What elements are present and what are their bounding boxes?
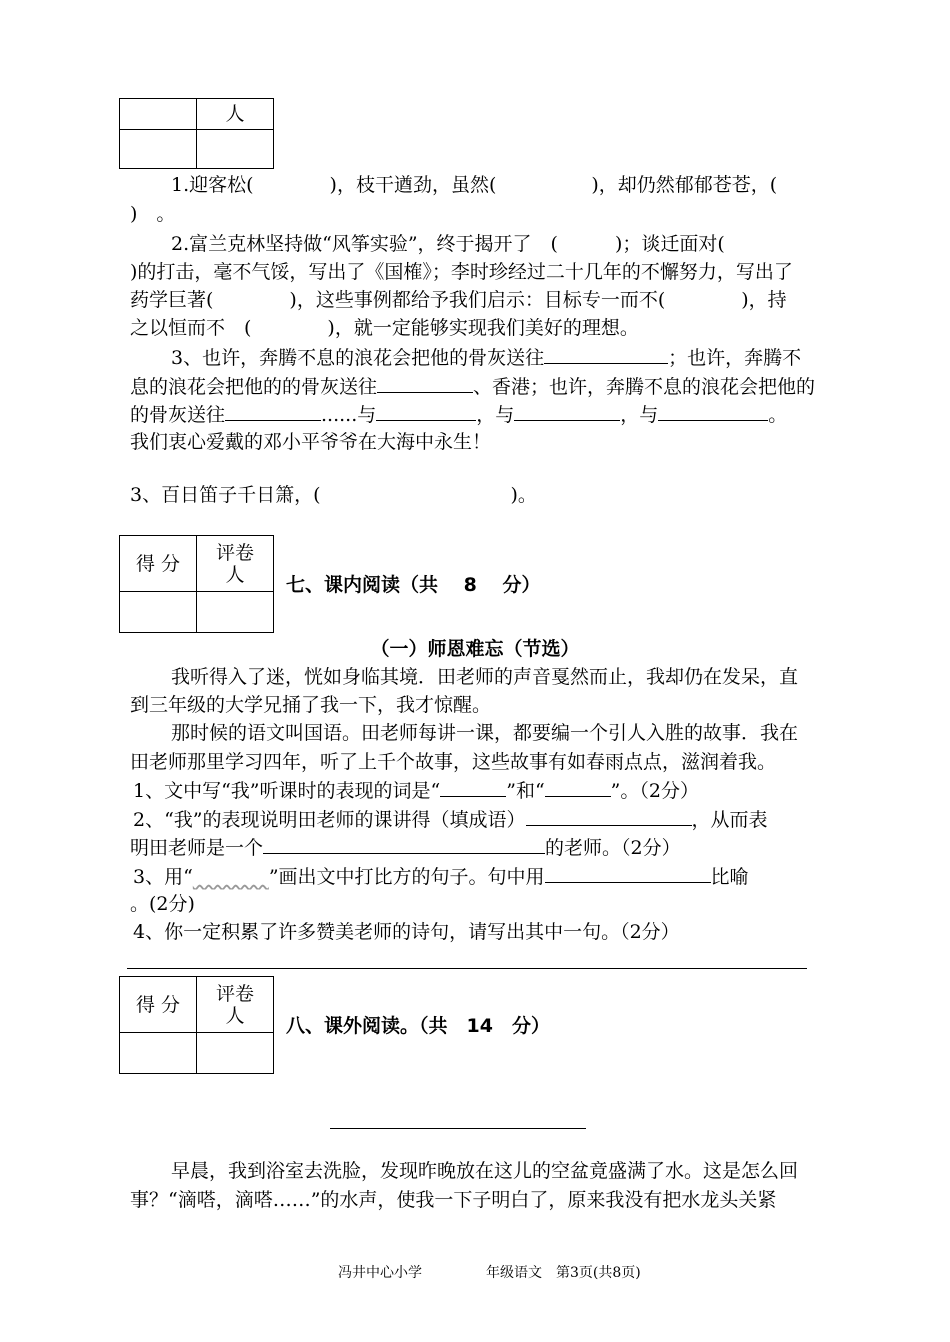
question-text: ，从而表 bbox=[691, 809, 768, 831]
q6-item3-text: ，与 bbox=[620, 404, 659, 426]
answer-blank[interactable] bbox=[440, 778, 506, 797]
grader-label-line1: 评卷 bbox=[215, 541, 254, 564]
answer-blank[interactable] bbox=[545, 864, 711, 883]
answer-blank[interactable] bbox=[377, 374, 473, 393]
score-cell[interactable] bbox=[120, 592, 197, 633]
question-text: 1、文中写“我”听课时的表现的词是“ bbox=[133, 780, 441, 802]
q6-item3-text: ；也许，奔腾不 bbox=[668, 347, 802, 369]
answer-line[interactable] bbox=[127, 968, 807, 969]
q6-item2-line3: 药学巨著( )，这些事例都给予我们启示：目标专一而不( )，持 bbox=[130, 289, 787, 311]
q6-item3-line4: 我们衷心爱戴的邓小平爷爷在大海中永生！ bbox=[130, 431, 492, 453]
q6-item3-line3 bbox=[130, 402, 787, 427]
grader-cell[interactable] bbox=[197, 1033, 274, 1074]
answer-blank[interactable] bbox=[545, 778, 611, 797]
footer-school: 冯井中心小学 bbox=[338, 1265, 422, 1281]
grader-label bbox=[197, 536, 274, 592]
section7-title: 七、课内阅读（共 8 分） bbox=[286, 574, 541, 596]
section8-score-box bbox=[119, 976, 274, 1074]
section7-paragraph1-line2: 到三年级的大学兄捅了我一下，我才惊醒。 bbox=[130, 694, 492, 716]
grader-label-line2: 人 bbox=[225, 1004, 245, 1027]
section7-question2-line1 bbox=[133, 807, 768, 832]
q6-item4: 3、百日笛子千日箫，( )。 bbox=[130, 484, 537, 506]
answer-blank[interactable] bbox=[225, 402, 321, 421]
score-cell[interactable] bbox=[120, 1033, 197, 1074]
grader-cell[interactable] bbox=[197, 592, 274, 633]
answer-blank[interactable] bbox=[544, 345, 668, 364]
answer-blank[interactable] bbox=[658, 402, 768, 421]
section7-paragraph1-line1: 我听得入了迷，恍如身临其境．田老师的声音戛然而止，我却仍在发呆，直 bbox=[171, 666, 799, 688]
grader-label bbox=[197, 977, 274, 1033]
passage-title: （一）师恩难忘（节选） bbox=[370, 638, 580, 660]
section7-question3-line1 bbox=[133, 864, 749, 889]
q6-item3-line1 bbox=[171, 345, 801, 370]
answer-blank[interactable] bbox=[526, 807, 692, 826]
grader-label-line2: 人 bbox=[225, 563, 245, 586]
q6-item3-text: ......与 bbox=[321, 404, 377, 426]
question-text: 3、用“ bbox=[133, 866, 193, 888]
top-table-header: 人 bbox=[197, 99, 274, 130]
q6-item2-line4: 之以恒而不 ( )，就一定能够实现我们美好的理想。 bbox=[130, 317, 639, 339]
q6-item3-text: 的骨灰送往 bbox=[130, 404, 226, 426]
footer-grade: 年级语文 bbox=[486, 1265, 542, 1281]
q6-item2-line1: 2.富兰克林坚持做“风筝实验”，终于揭开了 ( )；谈迁面对( bbox=[171, 233, 725, 255]
question-text: ”和“ bbox=[506, 780, 545, 802]
section8-paragraph1-line1: 早晨，我到浴室去洗脸，发现昨晚放在这儿的空盆竟盛满了水。这是怎么回 bbox=[171, 1160, 799, 1182]
top-table-cell-empty bbox=[120, 99, 197, 130]
q6-item3-text: ，与 bbox=[476, 404, 515, 426]
wavy-line-sample bbox=[193, 866, 269, 888]
score-label: 得 分 bbox=[120, 536, 197, 592]
section7-question2-line2 bbox=[130, 835, 681, 860]
grader-label-line1: 评卷 bbox=[215, 982, 254, 1005]
q6-item2-line2: )的打击，毫不气馁，写出了《国榷》；李时珍经过二十几年的不懈努力，写出了 bbox=[130, 261, 793, 283]
answer-blank[interactable] bbox=[514, 402, 620, 421]
top-score-table bbox=[119, 98, 274, 169]
section8-title: 八、课外阅读。（共 14 分） bbox=[286, 1015, 550, 1037]
q6-item3-text: 、香港；也许，奔腾不息的浪花会把他的 bbox=[473, 376, 816, 398]
section7-score-box bbox=[119, 535, 274, 633]
section7-question4: 4、你一定积累了许多赞美老师的诗句，请写出其中一句。（2分） bbox=[133, 921, 680, 943]
section7-paragraph2-line1: 那时候的语文叫国语。田老师每讲一课，都要编一个引人入胜的故事．我在 bbox=[171, 722, 799, 744]
question-text: 比喻 bbox=[710, 866, 749, 888]
answer-blank[interactable] bbox=[376, 402, 476, 421]
passage-title-blank[interactable] bbox=[330, 1128, 586, 1129]
section7-question1 bbox=[133, 778, 699, 803]
q6-item3-line2 bbox=[130, 374, 815, 399]
section7-question3-line2: 。(2分) bbox=[130, 893, 195, 915]
q6-item1-line1: 1.迎客松( )，枝干遒劲，虽然( )，却仍然郁郁苍苍，( bbox=[171, 174, 778, 196]
footer-page-number: 第3页(共8页) bbox=[556, 1265, 641, 1281]
q6-item1-line2: ) 。 bbox=[130, 203, 176, 225]
top-table-cell[interactable] bbox=[120, 130, 197, 169]
q6-item3-text: 息的浪花会把他的的骨灰送往 bbox=[130, 376, 378, 398]
answer-blank[interactable] bbox=[263, 835, 545, 854]
question-text: 明田老师是一个 bbox=[130, 837, 264, 859]
question-text: ”画出文中打比方的句子。句中用 bbox=[268, 866, 545, 888]
question-text: 的老师。（2分） bbox=[545, 837, 681, 859]
section7-paragraph2-line2: 田老师那里学习四年，听了上千个故事，这些故事有如春雨点点，滋润着我。 bbox=[130, 751, 777, 773]
top-table-cell[interactable] bbox=[197, 130, 274, 169]
section8-paragraph1-line2: 事？“滴嗒，滴嗒……”的水声，使我一下子明白了，原来我没有把水龙头关紧 bbox=[130, 1189, 777, 1211]
q6-item3-text: 。 bbox=[768, 404, 788, 426]
question-text: ”。（2分） bbox=[610, 780, 699, 802]
question-text: 2、“我”的表现说明田老师的课讲得（填成语） bbox=[133, 809, 526, 831]
q6-item3-text: 3、也许，奔腾不息的浪花会把他的骨灰送往 bbox=[171, 347, 545, 369]
score-label: 得 分 bbox=[120, 977, 197, 1033]
